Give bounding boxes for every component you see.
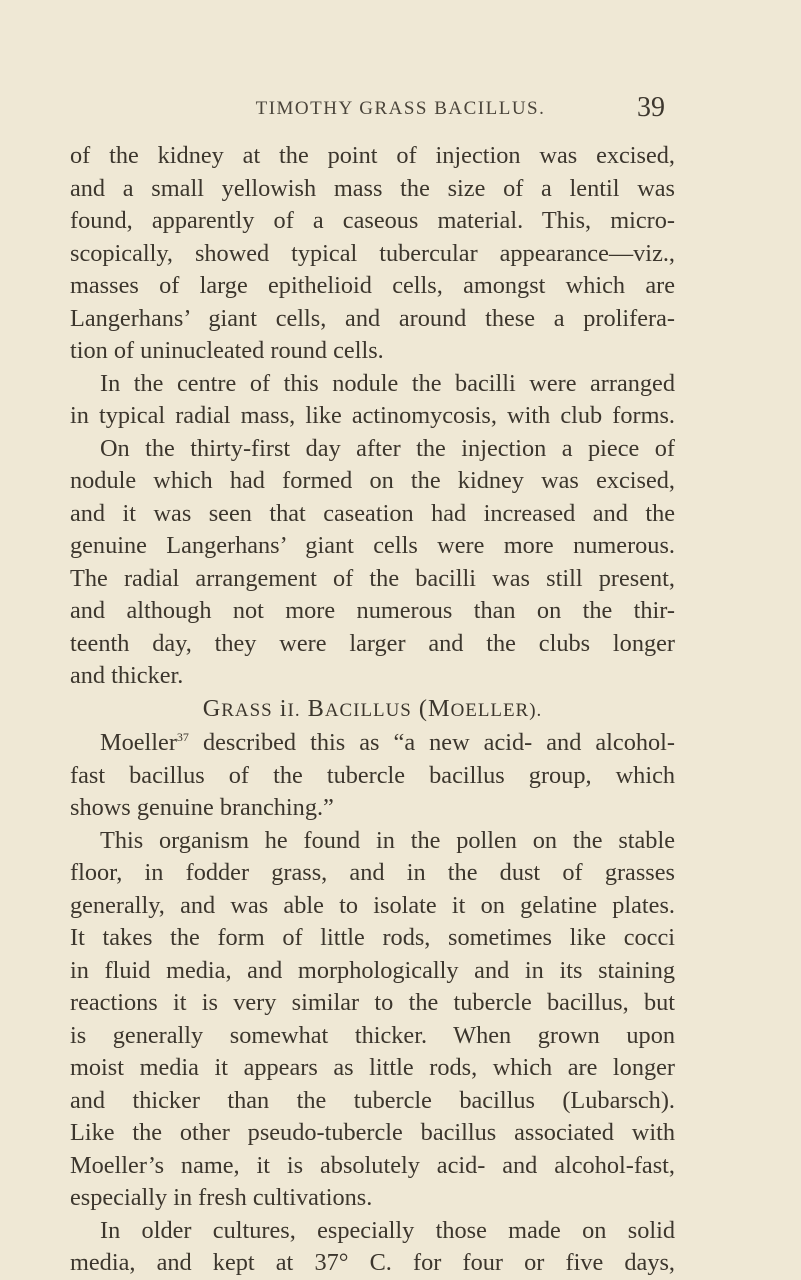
reference-number: 37	[176, 729, 189, 744]
text-line: of the kidney at the point of injection was excised,	[70, 142, 675, 169]
text-line: moist media it appears as little rods, which are longer	[70, 1054, 675, 1081]
running-head: TIMOTHY GRASS BACILLUS.	[255, 98, 546, 119]
text-line: genuine Langerhans’ giant cells were more numerous.	[70, 532, 675, 559]
text-line: and a small yellowish mass the size of a lentil was	[70, 174, 675, 202]
text-line: shows genuine branching.”	[70, 794, 334, 821]
text-line: In the centre of this nodule the bacilli were arranged	[100, 369, 675, 397]
text-line: in typical radial mass, like actinomycosis, with club forms.	[70, 402, 675, 429]
text-line: This organism he found in the pollen on the stable	[100, 826, 675, 854]
text-line: masses of large epithelioid cells, amongst which are	[70, 272, 675, 299]
text-line: especially in fresh cultivations.	[70, 1184, 373, 1211]
text-line: tion of uninucleated round cells.	[70, 337, 384, 364]
text-line: fast bacillus of the tubercle bacillus group, which	[70, 761, 675, 789]
text-line-rest: described this as “a new acid- and alcohol-	[202, 729, 675, 756]
text-line: and although not more numerous than on the thir-	[70, 597, 675, 624]
text-line: On the thirty-first day after the injection a piece of	[100, 434, 675, 462]
text-line: nodule which had formed on the kidney was excised,	[70, 467, 675, 494]
text-line: found, apparently of a caseous material. This, micro-	[70, 207, 675, 234]
section-heading: GRASS iI. BACILLUS (MOELLER).	[202, 694, 543, 722]
page-number: 39	[637, 92, 665, 123]
text-line: and thicker than the tubercle bacillus (Lubarsch).	[70, 1086, 675, 1114]
text-line: In older cultures, especially those made on solid	[100, 1216, 675, 1244]
text-line: It takes the form of little rods, sometimes like cocci	[70, 924, 675, 951]
author-name: Moeller	[100, 729, 177, 756]
text-line: in fluid media, and morphologically and in its staining	[70, 956, 675, 984]
text-line: Langerhans’ giant cells, and around these a prolifera-	[70, 304, 675, 332]
text-line: Like the other pseudo-tubercle bacillus associated with	[70, 1119, 675, 1146]
text-line	[70, 727, 675, 760]
text-line: scopically, showed typical tubercular appearance—viz.,	[70, 239, 675, 267]
text-line: teenth day, they were larger and the clubs longer	[70, 629, 675, 657]
text-line: generally, and was able to isolate it on gelatine plates.	[70, 891, 675, 919]
text-line: Moeller’s name, it is absolutely acid- and alcohol-fast,	[70, 1151, 675, 1179]
text-line: and thicker.	[70, 662, 184, 689]
text-line: is generally somewhat thicker. When grown upon	[70, 1021, 675, 1049]
text-line: and it was seen that caseation had increased and the	[70, 499, 675, 527]
text-line: media, and kept at 37° C. for four or five days,	[70, 1249, 675, 1276]
text-line: floor, in fodder grass, and in the dust of grasses	[70, 859, 675, 886]
body-text	[70, 140, 675, 1280]
text-line: reactions it is very similar to the tubercle bacillus, but	[70, 989, 675, 1016]
page-header	[0, 92, 801, 128]
text-line: The radial arrangement of the bacilli was still present,	[70, 564, 675, 592]
